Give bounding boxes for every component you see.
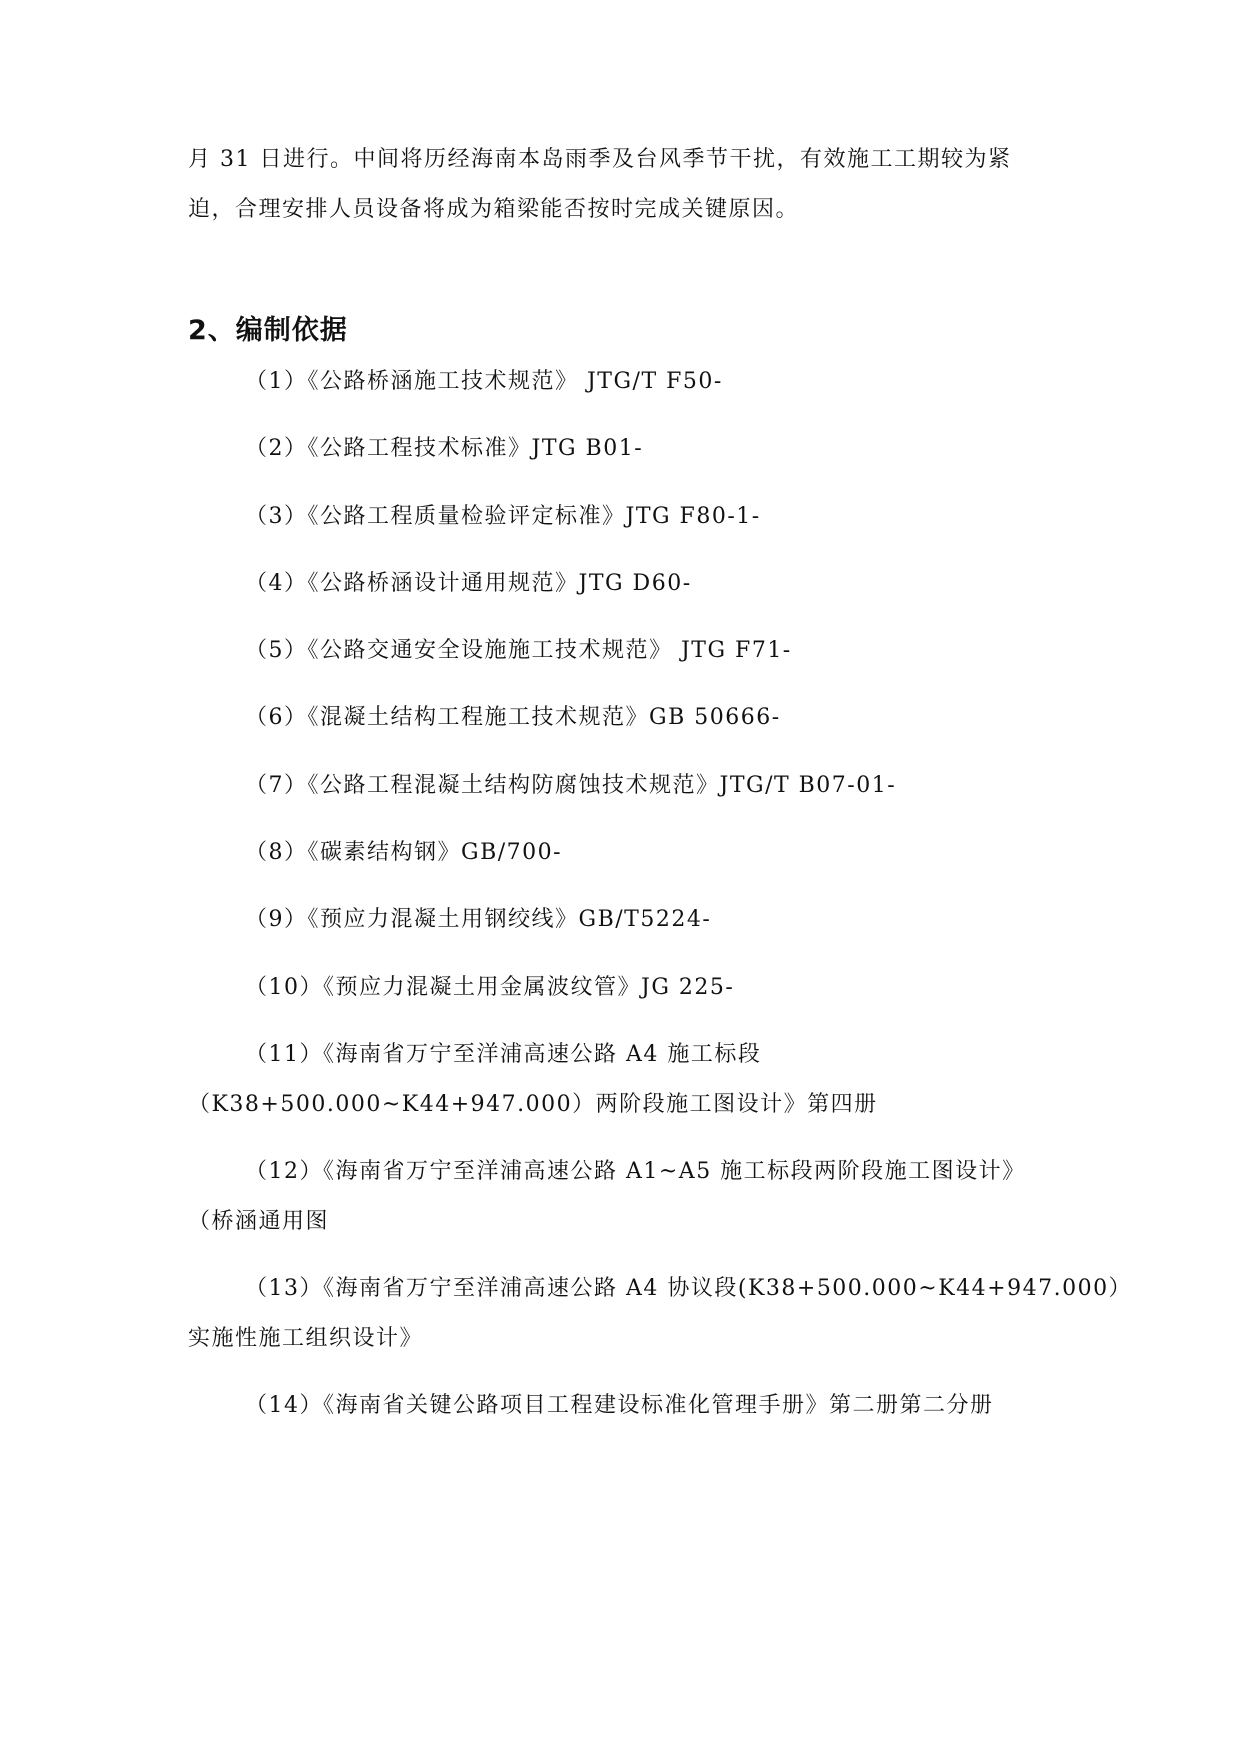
intro-line-1: 月 31 日进行。中间将历经海南本岛雨季及台风季节干扰，有效施工工期较为紧 [188,147,1012,172]
reference-item-10: （10）《预应力混凝土用金属波纹管》JG 225- [245,975,735,1000]
reference-item-4: （4）《公路桥涵设计通用规范》JTG D60- [245,571,692,596]
reference-item-6: （6）《混凝土结构工程施工技术规范》GB 50666- [245,705,781,730]
reference-item-13-line-1: （13）《海南省万宁至洋浦高速公路 A4 协议段(K38+500.000~K44+947.000） [245,1276,1133,1301]
reference-item-12-line-2: （桥涵通用图 [188,1209,330,1234]
reference-item-9: （9）《预应力混凝土用钢绞线》GB/T5224- [245,907,712,932]
reference-item-12-line-1: （12）《海南省万宁至洋浦高速公路 A1~A5 施工标段两阶段施工图设计》 [245,1159,1026,1184]
intro-line-2: 迫，合理安排人员设备将成为箱梁能否按时完成关键原因。 [188,197,800,222]
reference-item-11-line-2: （K38+500.000~K44+947.000）两阶段施工图设计》第四册 [188,1092,878,1117]
reference-item-1: （1）《公路桥涵施工技术规范》 JTG/T F50- [245,369,723,394]
reference-item-2: （2）《公路工程技术标准》JTG B01- [245,436,644,461]
reference-item-3: （3）《公路工程质量检验评定标准》JTG F80-1- [245,504,761,529]
reference-item-8: （8）《碳素结构钢》GB/700- [245,840,563,865]
reference-item-7: （7）《公路工程混凝土结构防腐蚀技术规范》JTG/T B07-01- [245,773,897,798]
reference-item-14: （14）《海南省关键公路项目工程建设标准化管理手册》第二册第二分册 [245,1393,994,1418]
section-heading: 2、编制依据 [188,315,348,346]
reference-item-13-line-2: 实施性施工组织设计》 [188,1326,424,1351]
reference-item-5: （5）《公路交通安全设施施工技术规范》 JTG F71- [245,638,792,663]
reference-item-11-line-1: （11）《海南省万宁至洋浦高速公路 A4 施工标段 [245,1042,762,1067]
